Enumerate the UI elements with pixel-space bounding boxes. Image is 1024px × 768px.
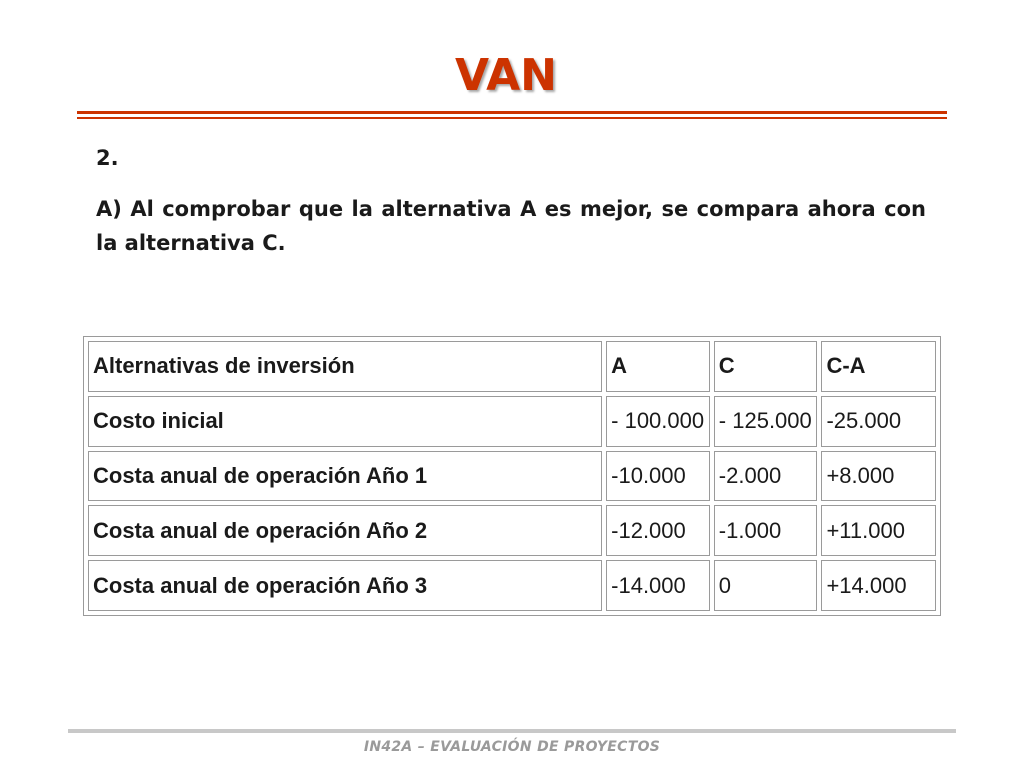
table-cell: -2.000 [714,451,818,502]
footer-divider [68,729,956,733]
table-cell: 0 [714,560,818,611]
header-cell-c-minus-a: C-A [821,341,936,392]
row-label: Costa anual de operación Año 2 [88,505,602,556]
table-cell: -25.000 [821,396,936,447]
title-divider-gap [77,114,947,116]
row-label: Costa anual de operación Año 1 [88,451,602,502]
table-row [88,505,936,556]
table-cell: - 125.000 [714,396,818,447]
point-text: A) Al comprobar que la alternativa A es mejor, se compara ahora con la alternativa C. [96,197,926,255]
row-label: Costo inicial [88,396,602,447]
table-cell: -14.000 [606,560,710,611]
table-cell: -12.000 [606,505,710,556]
comparison-table [84,337,940,615]
table-header-row [88,341,936,392]
table-row [88,396,936,447]
header-cell-alternativas: Alternativas de inversión [88,341,602,392]
table-cell: +8.000 [821,451,936,502]
table-row [88,451,936,502]
header-cell-a: A [606,341,710,392]
footer-text: IN42A – EVALUACIÓN DE PROYECTOS [363,739,661,755]
header-cell-c: C [714,341,818,392]
table-cell: +11.000 [821,505,936,556]
slide-title: VAN [455,50,557,101]
table-cell: - 100.000 [606,396,710,447]
table-row [88,560,936,611]
table-cell: -1.000 [714,505,818,556]
comparison-table-frame [83,336,941,616]
row-label: Costa anual de operación Año 3 [88,560,602,611]
table-cell: -10.000 [606,451,710,502]
table-cell: +14.000 [821,560,936,611]
point-number: 2. [96,146,119,170]
